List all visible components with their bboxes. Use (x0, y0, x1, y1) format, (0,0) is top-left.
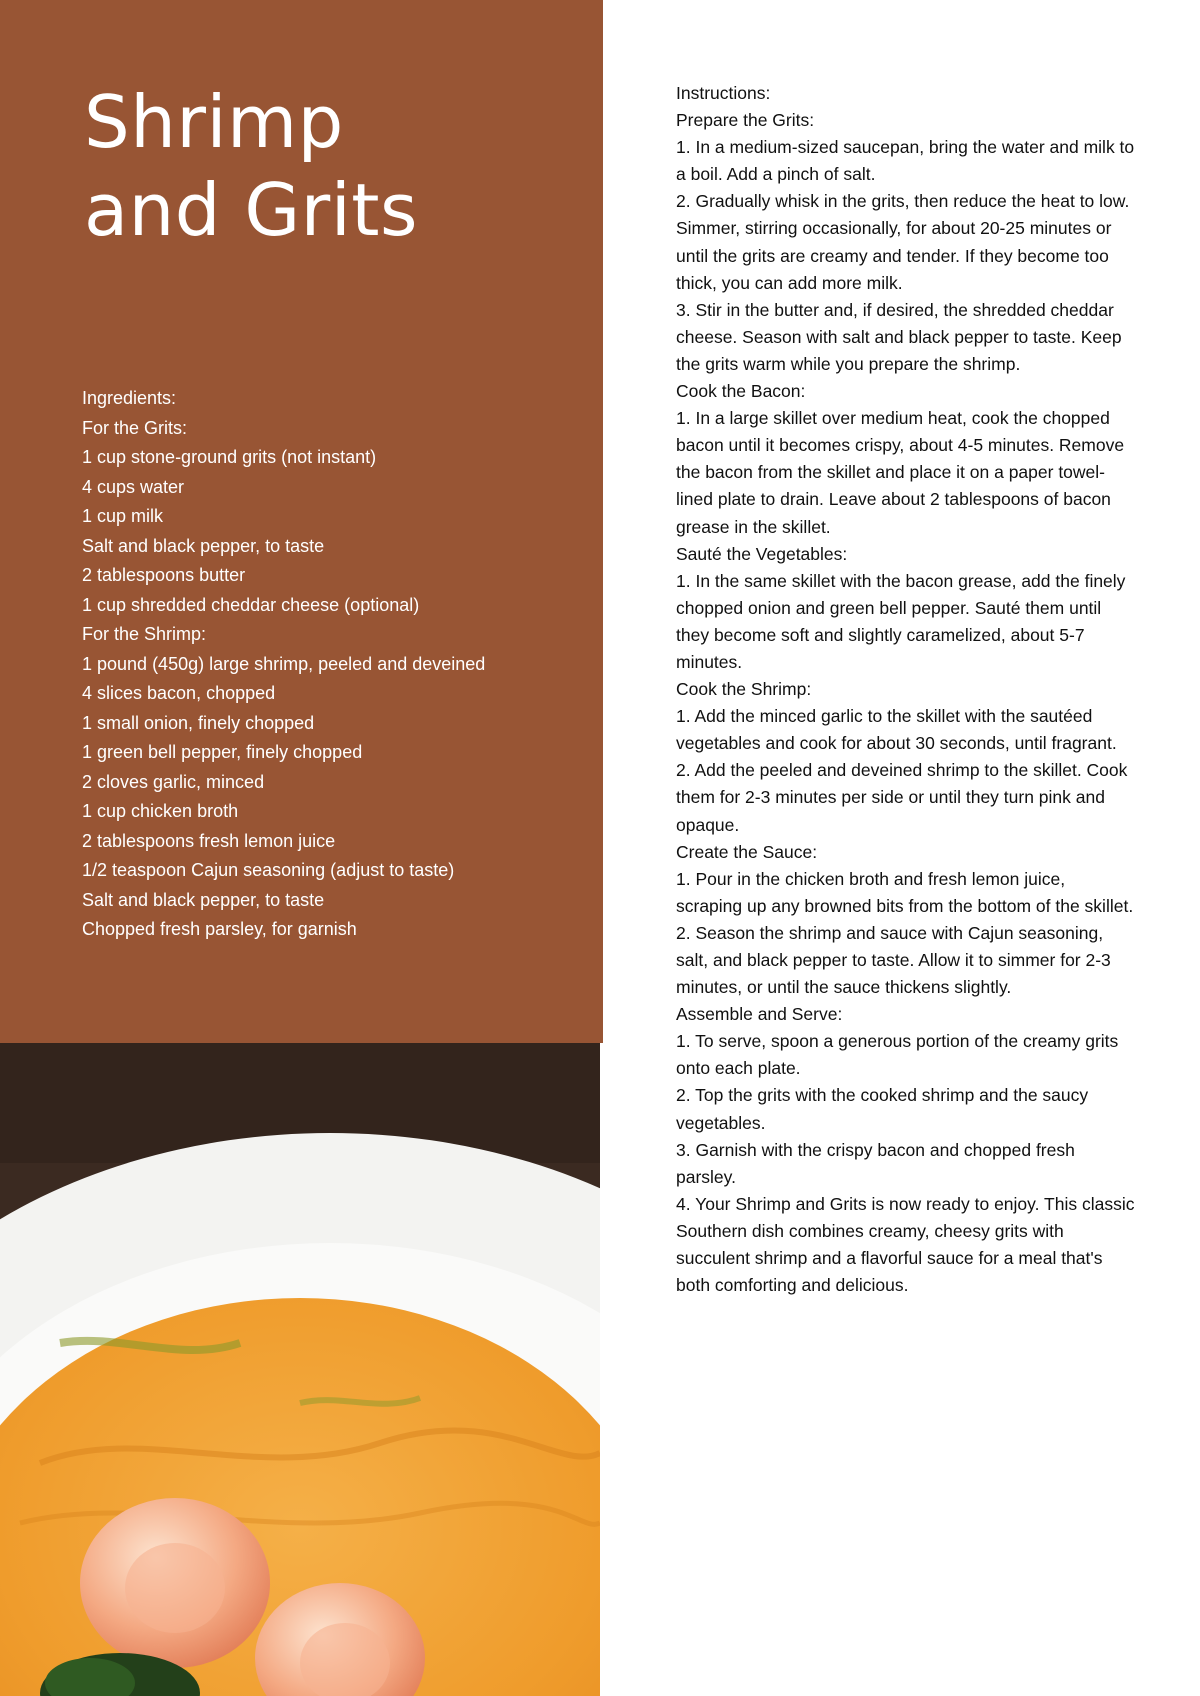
ingredient-line: 2 tablespoons fresh lemon juice (82, 830, 336, 851)
shrimp-and-grits-illustration (0, 1043, 600, 1696)
instruction-paragraph: 1. To serve, spoon a generous portion of the creamy grits onto each plate. (676, 1031, 1119, 1079)
ingredient-line: 2 tablespoons butter (82, 565, 246, 585)
instruction-paragraph: 3. Stir in the butter and, if desired, the shredded cheddar cheese. Season with salt and black pepper to taste. Keep the grits warm while you prepare the shrimp. (676, 299, 1122, 374)
ingredient-line: 1 green bell pepper, finely chopped (82, 742, 363, 762)
ingredient-line: 1 cup stone-ground grits (not instant) (82, 447, 377, 467)
instruction-paragraph: Cook the Shrimp: (676, 679, 812, 700)
instruction-paragraph: 1. Pour in the chicken broth and fresh lemon juice, scraping up any browned bits from the bottom of the skillet. (676, 868, 1134, 916)
title-panel (0, 0, 603, 1043)
ingredient-line: 4 cups water (82, 476, 185, 497)
instruction-paragraph: 2. Gradually whisk in the grits, then reduce the heat to low. Simmer, stirring occasionally, for about 20-25 minutes or until the grits are creamy and tender. If they become too thick, you can add more milk. (676, 191, 1130, 293)
instruction-paragraph: 2. Add the peeled and deveined shrimp to the skillet. Cook them for 2-3 minutes per side or until they turn pink and opaque. (676, 760, 1128, 835)
recipe-title (84, 78, 418, 254)
instruction-paragraph: Sauté the Vegetables: (676, 543, 848, 564)
ingredient-line: 1/2 teaspoon Cajun seasoning (adjust to taste) (82, 860, 455, 880)
instruction-paragraph: 2. Top the grits with the cooked shrimp and the saucy vegetables. (676, 1085, 1089, 1133)
instruction-paragraph: 2. Season the shrimp and sauce with Cajun seasoning, salt, and black pepper to taste. Allow it to simmer for 2-3 minutes, or until the sauce thickens slightly. (676, 922, 1111, 998)
instruction-paragraph: 1. In the same skillet with the bacon grease, add the finely chopped onion and green bell pepper. Sauté them until they become soft and slightly caramelized, about 5-7 minutes. (676, 570, 1126, 672)
instruction-paragraph: 1. In a medium-sized saucepan, bring the water and milk to a boil. Add a pinch of salt. (676, 137, 1135, 185)
instructions-heading: Instructions: (676, 83, 771, 103)
ingredient-line: Salt and black pepper, to taste (82, 889, 325, 910)
ingredients-heading: Ingredients: (82, 388, 177, 408)
ingredient-line: Salt and black pepper, to taste (82, 535, 325, 556)
instruction-paragraph: Create the Sauce: (676, 841, 818, 862)
instruction-paragraph: Assemble and Serve: (676, 1004, 843, 1025)
instruction-paragraph: Cook the Bacon: (676, 381, 806, 402)
instruction-paragraph: 1. Add the minced garlic to the skillet with the sautéed vegetables and cook for about 30 seconds, until fragrant. (676, 706, 1117, 754)
recipe-title-line-1: Shrimp (84, 80, 344, 164)
recipe-title-line-2: and Grits (84, 168, 418, 252)
ingredients-list (82, 384, 592, 945)
ingredient-line: 1 cup chicken broth (82, 801, 239, 821)
ingredient-line: 1 cup milk (82, 506, 164, 526)
ingredient-line: For the Shrimp: (82, 624, 207, 644)
instruction-paragraph: 1. In a large skillet over medium heat, cook the chopped bacon until it becomes crispy, about 4-5 minutes. Remove the bacon from the skillet and place it on a paper towel-lined plate to drain. Leave about 2 tablespoons of bacon grease in the skillet. (676, 408, 1125, 537)
instruction-paragraph: 3. Garnish with the crispy bacon and chopped fresh parsley. (676, 1139, 1075, 1187)
dish-photo (0, 1043, 600, 1696)
ingredient-line: Chopped fresh parsley, for garnish (82, 919, 357, 939)
ingredient-line: 1 small onion, finely chopped (82, 712, 315, 733)
instruction-paragraph: Prepare the Grits: (676, 110, 815, 131)
ingredient-line: 2 cloves garlic, minced (82, 771, 265, 792)
ingredient-line: 1 cup shredded cheddar cheese (optional) (82, 594, 420, 615)
ingredient-line: 4 slices bacon, chopped (82, 683, 276, 703)
ingredient-line: 1 pound (450g) large shrimp, peeled and deveined (82, 653, 486, 674)
instructions-section (676, 80, 1136, 1299)
ingredient-line: For the Grits: (82, 417, 188, 438)
instruction-paragraph: 4. Your Shrimp and Grits is now ready to enjoy. This classic Southern dish combines creamy, cheesy grits with succulent shrimp and a flavorful sauce for a meal that's both comforting and delicious. (676, 1193, 1135, 1296)
